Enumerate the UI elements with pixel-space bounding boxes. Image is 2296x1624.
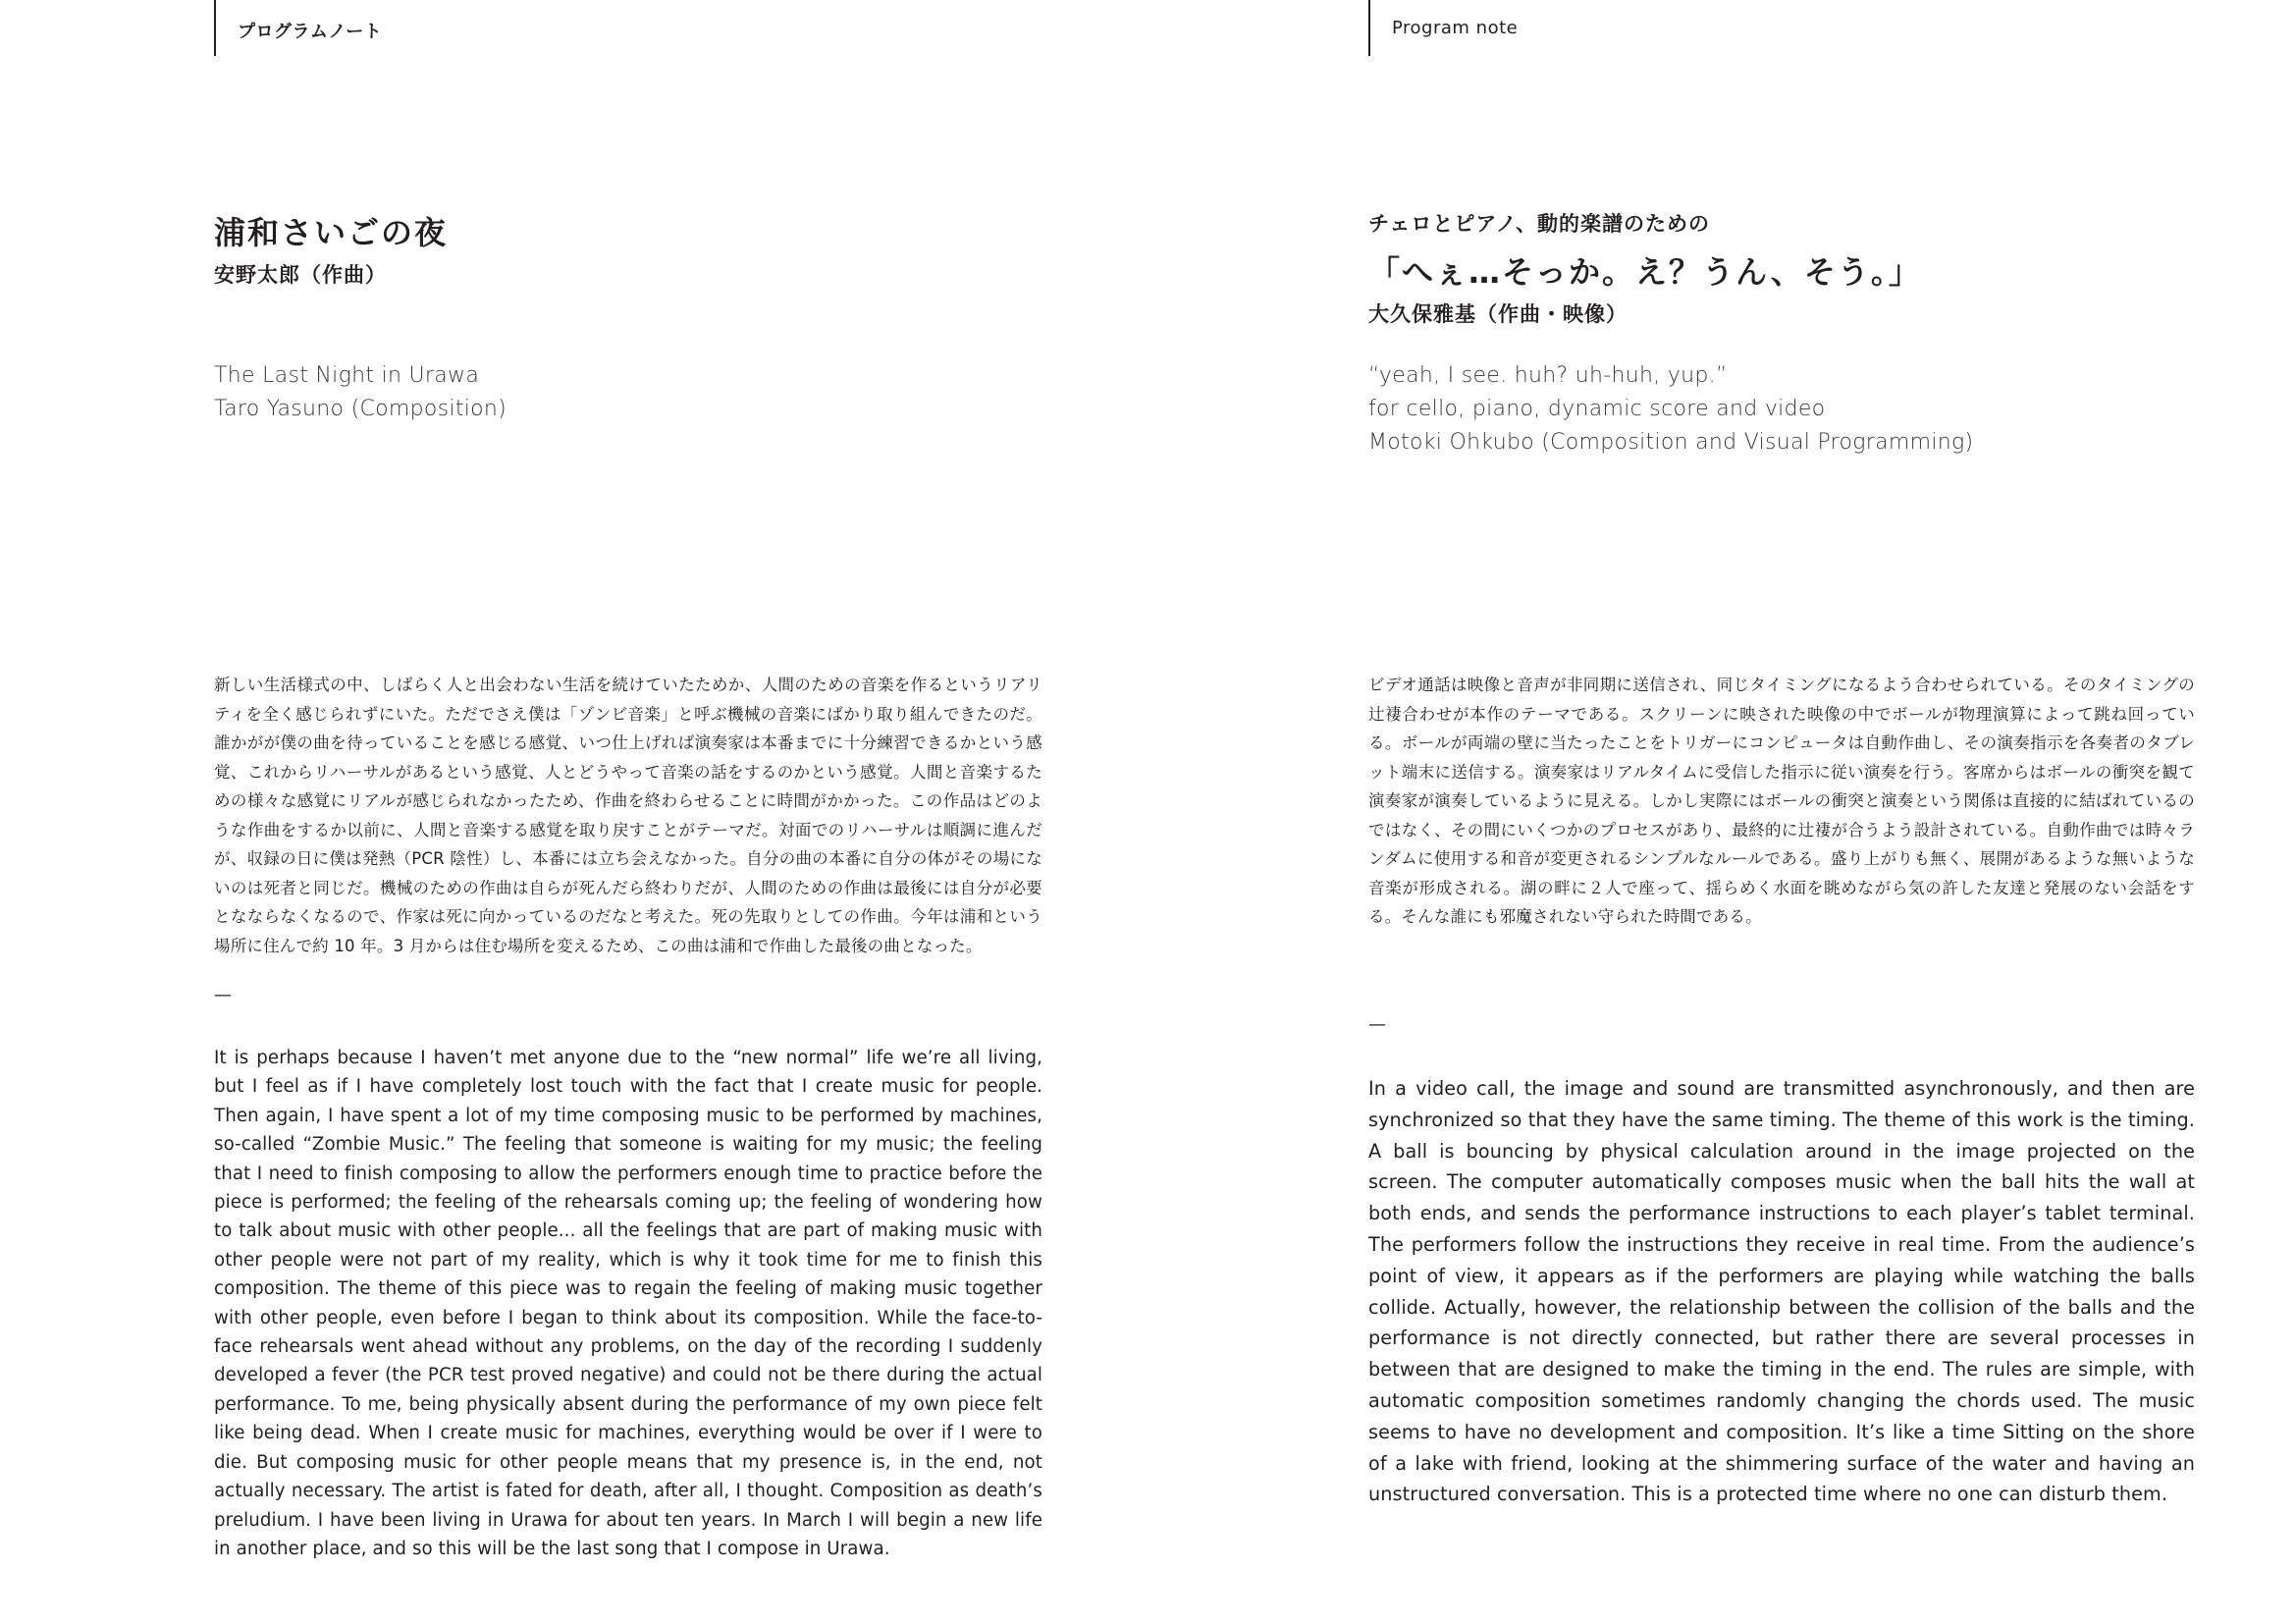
piece-pretitle-jp: チェロとピアノ、動的楽譜のための xyxy=(1368,212,1711,236)
right-page xyxy=(1148,0,2296,1624)
program-note-en: It is perhaps because I haven’t met anyone due to the “new normal” life we’re all living, but I feel as if I have completely lost touch with the fact that I create music for people. Then again, I have spent a lot of my time composing music to be performed by machines, so-called “Zombie Music.” The feeling that someone is waiting for my music; the feeling that I need to finish composing to allow the performers enough time to practice before the piece is performed; the feeling of the rehearsals coming up; the feeling of wondering how to talk about music with other people... all the feelings that are part of making music with other people were not part of my reality, which is why it took time for me to finish this composition. The theme of this piece was to regain the feeling of making music together with other people, even before I began to think about its composition. While the face-to-face rehearsals went ahead without any problems, on the day of the recording I suddenly developed a fever (the PCR test proved negative) and could not be there during the actual performance. To me, being physically absent during the performance of my own piece felt like being dead. When I create music for machines, everything would be over if I were to die. But composing music for other people means that my presence is, in the end, not actually necessary. The artist is fated for death, after all, I thought. Composition as death’s preludium. I have been living in Urawa for about ten years. In March I will begin a new life in another place, and so this will be the last song that I compose in Urawa. xyxy=(214,1048,1042,1559)
program-note-jp: ビデオ通話は映像と音声が非同期に送信され、同じタイミングになるよう合わせられている。そのタイミングの辻褄合わせが本作のテーマである。スクリーンに映された映像の中でボールが物理演算によって跳ね回っている。ボールが両端の壁に当たったことをトリガーにコンピュータは自動作曲し、その演奏指示を各奏者のタブレット端末に送信する。演奏家はリアルタイムに受信した指示に従い演奏を行う。客席からはボールの衝突を観て演奏家が演奏しているように見える。しかし実際にはボールの衝突と演奏という関係は直接的に結ばれているのではなく、その間にいくつかのプロセスがあり、最終的に辻褄が合うよう設計されている。自動作曲では時々ランダムに使用する和音が変更されるシンプルなルールである。盛り上がりも無く、展開があるような無いような音楽が形成される。湖の畔に２人で座って、揺らめく水面を眺めながら気の許した友達と発展のない会話をする。そんな誰にも邪魔されない守られた時間である。 xyxy=(1368,676,2195,926)
program-note-jp: 新しい生活様式の中、しばらく人と出会わない生活を続けていたためか、人間のための音楽を作るというリアリティを全く感じられずにいた。ただでさえ僕は「ゾンビ音楽」と呼ぶ機械の音楽にばかり取り組んできたのだ。誰かがが僕の曲を待っていることを感じる感覚、いつ仕上げれば演奏家は本番までに十分練習できるかという感覚、これからリハーサルがあるという感覚、人とどうやって音楽の話をするのかという感覚。人間と音楽するための様々な感覚にリアルが感じられなかったため、作曲を終わらせることに時間がかかった。この作品はどのような作曲をするか以前に、人間と音楽する感覚を取り戻すことがテーマだ。対面でのリハーサルは順調に進んだが、収録の日に僕は発熱（PCR 陰性）し、本番には立ち会えなかった。自分の曲の本番に自分の体がその場にないのは死者と同じだ。機械のための作曲は自らが死んだら終わりだが、人間のための作曲は最後には自分が必要となならなくなるので、作家は死に向かっているのだなと考えた。死の先取りとしての作曲。今年は浦和という場所に住んで約 10 年。3 月からは住む場所を変えるため、この曲は浦和で作曲した最後の曲となった。 xyxy=(214,676,1042,955)
composer-en: Taro Yasuno (Composition) xyxy=(214,397,507,421)
piece-title-jp: 「へぇ…そっか。え？うん、そう。」 xyxy=(1368,253,1922,291)
running-header: Program note xyxy=(1392,18,1519,38)
header-rule xyxy=(1368,0,1370,56)
header-rule xyxy=(214,0,216,56)
piece-title-en: The Last Night in Urawa xyxy=(214,363,480,388)
piece-title-en: “yeah, I see. huh? uh-huh, yup.” xyxy=(1368,363,1728,388)
piece-title-jp: 浦和さいごの夜 xyxy=(214,214,449,251)
section-divider: — xyxy=(1368,1014,1386,1035)
english-title-block xyxy=(1368,359,1973,460)
instrumentation-en: for cello, piano, dynamic score and video xyxy=(1368,397,1826,421)
program-note-en: In a video call, the image and sound are transmitted asynchronously, and then are synchronized so that they have the same timing. The theme of this work is the timing. A ball is bouncing by physical calculation around in the image projected on the screen. The computer automatically composes music when the ball hits the wall at both ends, and sends the performance instructions to each player’s tablet terminal. The performers follow the instructions they receive in real time. From the audience’s point of view, it appears as if the performers are playing while watching the balls collide. Actually, however, the relationship between the collision of the balls and the performance is not directly connected, but rather there are several processes in between that are designed to make the timing in the end. The rules are simple, with automatic composition sometimes randomly changing the chords used. The music seems to have no development and composition. It’s like a time Sitting on the shore of a lake with friend, looking at the shimmering surface of the water and having an unstructured conversation. This is a protected time where no one can disturb them. xyxy=(1368,1077,2195,1506)
english-title-block xyxy=(214,359,507,426)
composer-jp: 大久保雅基（作曲・映像） xyxy=(1368,302,1628,326)
composer-jp: 安野太郎（作曲） xyxy=(214,263,387,287)
section-divider: — xyxy=(214,985,232,1005)
running-header: プログラムノート xyxy=(238,22,383,42)
japanese-title-block xyxy=(1368,208,1922,328)
japanese-title-block xyxy=(214,208,448,289)
composer-en: Motoki Ohkubo (Composition and Visual Programming) xyxy=(1368,430,1974,455)
